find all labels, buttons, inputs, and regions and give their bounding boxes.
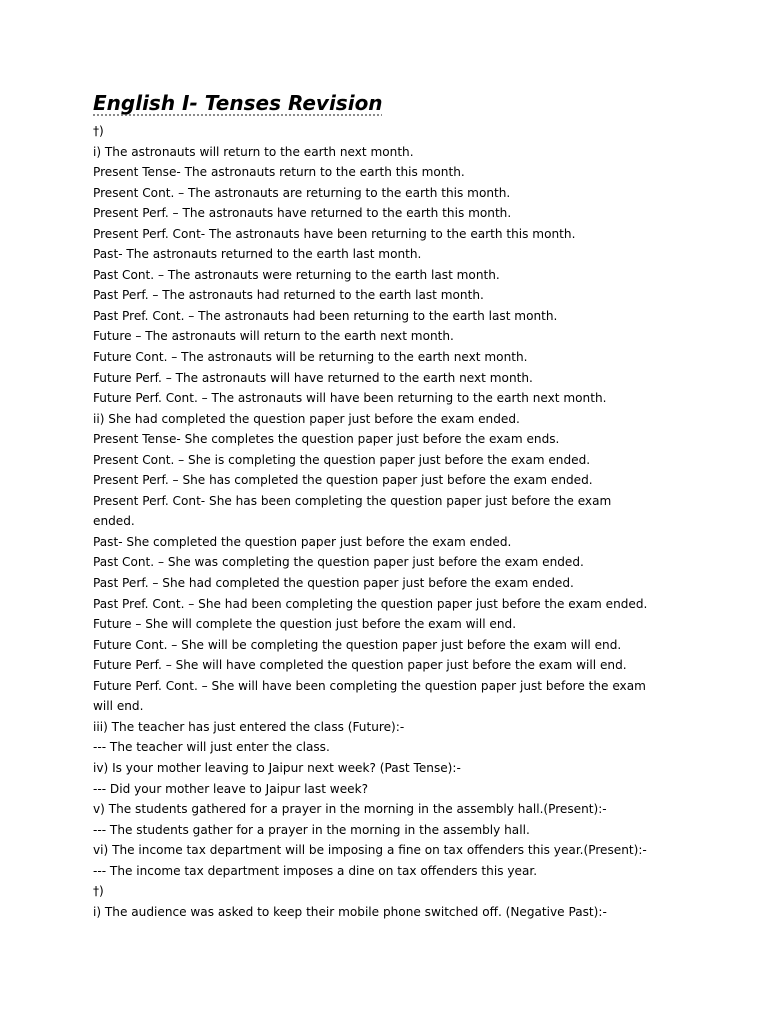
text-line: Future – She will complete the question just before the exam will end. xyxy=(93,617,517,632)
text-line: Past Perf. – The astronauts had returned to the earth last month. xyxy=(93,288,484,303)
text-line: will end. xyxy=(93,699,144,714)
text-line: --- Did your mother leave to Jaipur last week? xyxy=(93,781,368,796)
text-line: †) xyxy=(93,884,104,899)
document-body xyxy=(93,121,693,922)
text-line: --- The income tax department imposes a dine on tax offenders this year. xyxy=(93,863,538,878)
text-line: ii) She had completed the question paper just before the exam ended. xyxy=(93,411,520,426)
text-line: †) xyxy=(93,124,104,138)
text-line: Future – The astronauts will return to the earth next month. xyxy=(93,329,454,344)
text-line: Present Perf. – She has completed the question paper just before the exam ended. xyxy=(93,473,593,488)
text-line: ended. xyxy=(93,514,135,529)
text-line: Past Perf. – She had completed the question paper just before the exam ended. xyxy=(93,576,574,591)
text-line: Future Cont. – The astronauts will be returning to the earth next month. xyxy=(93,350,528,365)
text-line: vi) The income tax department will be imposing a fine on tax offenders this year.(Present):- xyxy=(93,843,647,858)
text-line: Future Perf. Cont. – The astronauts will have been returning to the earth next month. xyxy=(93,391,607,406)
text-line: Present Perf. – The astronauts have returned to the earth this month. xyxy=(93,206,512,221)
text-line: --- The teacher will just enter the class. xyxy=(93,740,330,755)
text-line: Present Perf. Cont- She has been completing the question paper just before the exam xyxy=(93,493,612,508)
text-line: Present Cont. – She is completing the question paper just before the exam ended. xyxy=(93,452,591,467)
text-line: iii) The teacher has just entered the class (Future):- xyxy=(93,719,405,734)
text-line: v) The students gathered for a prayer in the morning in the assembly hall.(Present):- xyxy=(93,802,607,817)
text-line: Present Cont. – The astronauts are returning to the earth this month. xyxy=(93,185,511,200)
text-line: Future Cont. – She will be completing the question paper just before the exam will end. xyxy=(93,637,622,652)
text-line: Past Pref. Cont. – The astronauts had been returning to the earth last month. xyxy=(93,308,558,323)
text-line: Past Cont. – The astronauts were returning to the earth last month. xyxy=(93,267,500,282)
text-line: i) The astronauts will return to the earth next month. xyxy=(93,144,414,159)
text-line: --- The students gather for a prayer in the morning in the assembly hall. xyxy=(93,822,530,837)
text-line: Future Perf. – She will have completed the question paper just before the exam will end. xyxy=(93,658,627,673)
text-line: iv) Is your mother leaving to Jaipur next week? (Past Tense):- xyxy=(93,760,461,775)
text-line: Future Perf. Cont. – She will have been completing the question paper just before the exam xyxy=(93,678,646,693)
text-line: Future Perf. – The astronauts will have returned to the earth next month. xyxy=(93,370,533,385)
text-line: Past- The astronauts returned to the earth last month. xyxy=(93,247,422,262)
text-line: Past- She completed the question paper just before the exam ended. xyxy=(93,534,512,549)
text-line: Present Tense- She completes the question paper just before the exam ends. xyxy=(93,432,560,447)
text-line: Present Tense- The astronauts return to the earth this month. xyxy=(93,165,465,180)
text-line: Past Cont. – She was completing the question paper just before the exam ended. xyxy=(93,555,584,570)
text-line: Past Pref. Cont. – She had been completing the question paper just before the exam ended. xyxy=(93,596,648,611)
page-title: English I- Tenses Revision xyxy=(93,91,383,115)
text-line: Present Perf. Cont- The astronauts have been returning to the earth this month. xyxy=(93,226,576,241)
text-line: i) The audience was asked to keep their mobile phone switched off. (Negative Past):- xyxy=(93,904,607,919)
